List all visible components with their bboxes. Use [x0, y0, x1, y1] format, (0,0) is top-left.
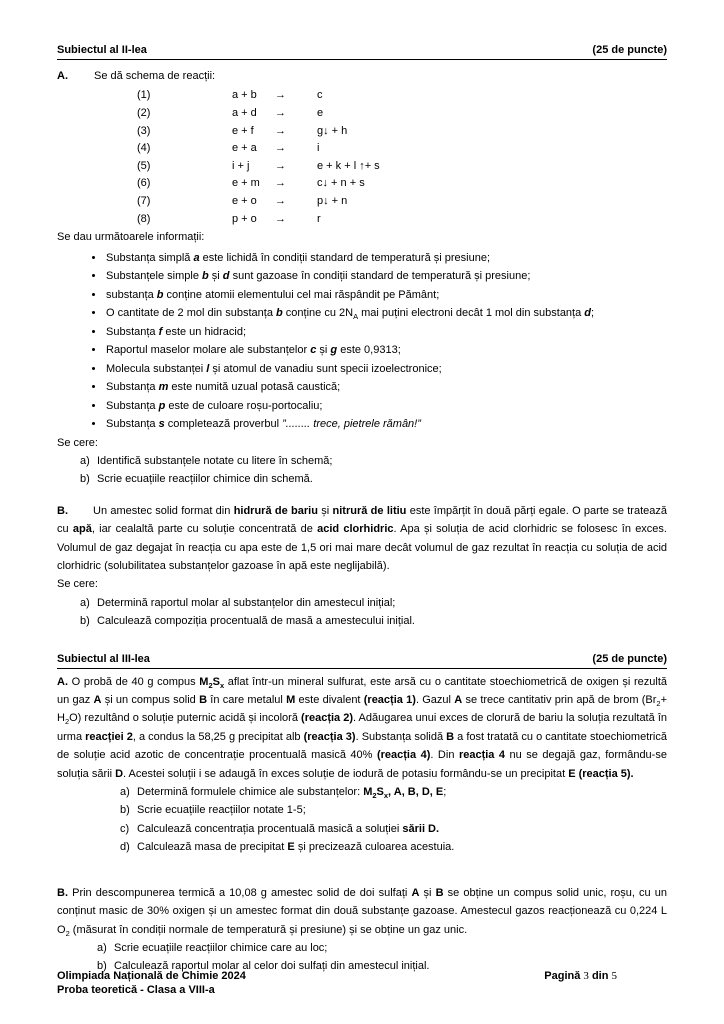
item-marker: d) [120, 841, 130, 854]
info-bullet: • Substanța f este un hidracid; [105, 323, 667, 342]
reaction-number: (3) [137, 124, 151, 137]
reaction-products: c↓ + n + s [317, 177, 365, 190]
item-text: Calculează raportul molar al celor doi sulfați din amestecul inițial. [114, 960, 430, 973]
reaction-arrow-icon: → [275, 194, 286, 207]
reaction-products: r [317, 212, 321, 225]
reaction-row [137, 123, 667, 141]
subject2-partA-label: A. [57, 70, 68, 82]
item-marker: b) [80, 615, 90, 628]
info-bullet: • O cantitate de 2 mol din substanța b conține cu $2N_A$ mai puțini electroni decât 1 mol din substanța d; [105, 304, 667, 323]
subject3-partA-paragraph [57, 673, 667, 783]
exercise-item [80, 470, 667, 488]
item-marker: a) [80, 596, 90, 609]
footer-exam-subtitle: Proba teoretică - Clasa a VIII-a [57, 984, 215, 996]
page-footer [57, 969, 667, 997]
info-bullet: • Substanța p este de culoare roșu-portocaliu; [105, 397, 667, 416]
request-label: Se cere: [57, 436, 98, 449]
exercise-item [120, 801, 667, 819]
footer-left [57, 969, 246, 997]
reaction-arrow-icon: → [275, 107, 286, 119]
info-list [57, 249, 667, 434]
reaction-reactants: p + o [232, 212, 257, 225]
subject2-partA-items [80, 452, 667, 489]
reaction-number: (8) [137, 212, 151, 225]
info-bullet: • Substanța m este numită uzual potasă caustică; [105, 378, 667, 397]
exercise-item [80, 452, 667, 470]
item-marker: c) [120, 822, 130, 835]
subject3-partA-items [120, 783, 667, 857]
reaction-number: (1) [137, 89, 151, 102]
subject3-heading [57, 653, 667, 669]
info-bullet: • Substanțele simple b și d sunt gazoase în condiții standard de temperatură și presiune; [105, 267, 667, 286]
subject2-partB-label: B. [57, 504, 68, 517]
request-label: Se cere: [57, 578, 98, 591]
reaction-number: (4) [137, 142, 151, 155]
info-intro: Se dau următoarele informații: [57, 231, 205, 244]
footer-olympiad-title: Olimpiada Națională de Chimie 2024 [57, 970, 246, 982]
item-text: Calculează compoziția procentuală de masă a amestecului inițial. [97, 615, 415, 628]
reaction-products: g↓ + h [317, 124, 348, 137]
exercise-item [120, 820, 667, 838]
reaction-row [137, 211, 667, 229]
item-marker: a) [97, 941, 107, 954]
item-marker: b) [80, 473, 90, 486]
reaction-reactants: i + j [232, 159, 250, 172]
info-bullet: • substanța b conține atomii elementului cel mai răspândit pe Pământ; [105, 286, 667, 305]
item-marker: b) [97, 960, 107, 973]
exercise-item [120, 783, 667, 801]
reaction-reactants: e + m [232, 177, 260, 190]
subject2-points: (25 de puncte) [592, 44, 667, 56]
reaction-arrow-icon: → [275, 159, 286, 172]
subject3-points: (25 de puncte) [592, 652, 667, 665]
page-number: Pagină 3 din 5 [544, 970, 617, 982]
subject3-title: Subiectul al III-lea [57, 652, 150, 665]
subject3-partA-text: A. O probă de 40 g compus $M_2S_x$ aflat într-un mineral sulfurat, este arsă cu o cantitate stoechiometrică de oxigen și rezultă un gaz A și un compus solid B în care metalul M este divalent (reacția 1). Gazul A se trece cantitativ prin apă de brom $(Br_2+ H_2O)$ rezultând o soluție puternic acidă și incoloră (reacția 2). Adăugarea unui exces de clorură de bariu la soluția rezultată în urma reacției 2, a condus la 58,25 g precipitat alb (reacția 3). Substanța solidă B a fost tratată cu o cantitate stoechiometrică de soluție acid azotic de concentrație procentuală masică 40% (reacția 4). Din reacția 4 nu se degajă gaz, formându-se soluția sării D. Acestei soluții i se adaugă în exces soluție de iodură de potasiu formându-se un precipitat E (reacția 5). [57, 675, 668, 780]
subject3-partB-paragraph [57, 884, 667, 939]
subject2-heading [57, 44, 667, 60]
reaction-products: c [317, 89, 323, 102]
info-bullet: • Raportul maselor molare ale substanțelor c și g este 0,9313; [105, 341, 667, 360]
reaction-arrow-icon: → [275, 142, 286, 155]
reaction-row [137, 158, 667, 176]
reaction-reactants: e + f [232, 124, 254, 137]
reaction-reactants: a + d [232, 107, 257, 119]
reaction-number: (6) [137, 177, 151, 190]
reaction-number: (5) [137, 159, 151, 172]
reaction-number: (7) [137, 194, 151, 207]
reaction-row [137, 87, 667, 105]
info-bullet: • Substanța simplă a este lichidă în condiții standard de temperatură și presiune; [105, 249, 667, 268]
reaction-arrow-icon: → [275, 212, 286, 225]
reaction-products: i [317, 142, 320, 155]
item-text: Identifică substanțele notate cu litere în schemă; [97, 454, 333, 467]
exercise-item [80, 612, 667, 630]
reaction-row [137, 193, 667, 211]
item-text: Calculează masa de precipitat E și precizează culoarea acestuia. [137, 841, 455, 854]
item-marker: a) [120, 786, 130, 799]
reaction-row [137, 140, 667, 158]
info-bullet: • Substanța s completează proverbul ”........ trece, pietrele rămân!” [105, 415, 667, 434]
reaction-products: e + k + l ↑+ s [317, 159, 380, 172]
reaction-products: e [317, 107, 324, 119]
reaction-reactants: e + o [232, 194, 257, 207]
reaction-row [137, 175, 667, 193]
reaction-reactants: e + a [232, 142, 257, 155]
exercise-item [120, 838, 667, 856]
item-marker: a) [80, 454, 90, 467]
exercise-item [80, 594, 667, 612]
item-text: Scrie ecuațiile reacțiilor chimice care au loc; [114, 941, 328, 954]
reaction-arrow-icon: → [275, 177, 286, 190]
reaction-arrow-icon: → [275, 89, 286, 102]
info-bullet: • Molecula substanței l și atomul de vanadiu sunt specii izoelectronice; [105, 360, 667, 379]
subject2-title: Subiectul al II-lea [57, 44, 147, 56]
reaction-reactants: a + b [232, 89, 257, 102]
subject2-partB-text: Un amestec solid format din hidrură de bariu și nitrură de litiu este împărțit în două părți egale. O parte se tratează cu apă, iar cealaltă parte cu soluție concentrată de acid clorhidric. Apa și soluția de acid clorhidric se folosesc în exces. Volumul de gaz degajat în reacția cu apa este de 1,5 ori mai mare decât volumul de gaz rezultat în reacția cu soluția de acid clorhidric (solubilitatea substanțelor gazoase în apă este neglijabilă). [57, 504, 667, 572]
subject3-partB-text: B. Prin descompunerea termică a 10,08 g amestec solid de doi sulfați A și B se obține un compus solid unic, roșu, cu un conținut masic de 30% oxigen și un amestec format din două substanțe gazoase. Amestecul gazos reacționează cu 0,224 L $O_2$ (măsurat în condiții normale de temperatură și presiune) și se obține un gaz unic. [57, 886, 668, 938]
exercise-item [97, 939, 667, 957]
item-text: Determină raportul molar al substanțelor din amestecul inițial; [97, 596, 396, 609]
reaction-number: (2) [137, 107, 151, 119]
item-text: Scrie ecuațiile reacțiilor chimice din schemă. [97, 473, 313, 486]
subject2-partA-intro: Se dă schema de reacții: [94, 70, 216, 82]
item-text: Determină formulele chimice ale substanțelor: $M_2S_x$, A, B, D, E; [137, 786, 447, 801]
subject2-partA-intro-row [57, 67, 667, 85]
reaction-row [137, 105, 667, 123]
item-text: Scrie ecuațiile reacțiilor notate 1-5; [137, 804, 306, 817]
reaction-scheme [137, 87, 667, 228]
subject2-partB-paragraph [57, 502, 667, 576]
reaction-arrow-icon: → [275, 124, 286, 137]
item-marker: b) [120, 804, 130, 817]
reaction-products: p↓ + n [317, 194, 348, 207]
subject2-partB-items [80, 594, 667, 631]
item-text: Calculează concentrația procentuală masică a soluției sării D. [137, 822, 440, 835]
